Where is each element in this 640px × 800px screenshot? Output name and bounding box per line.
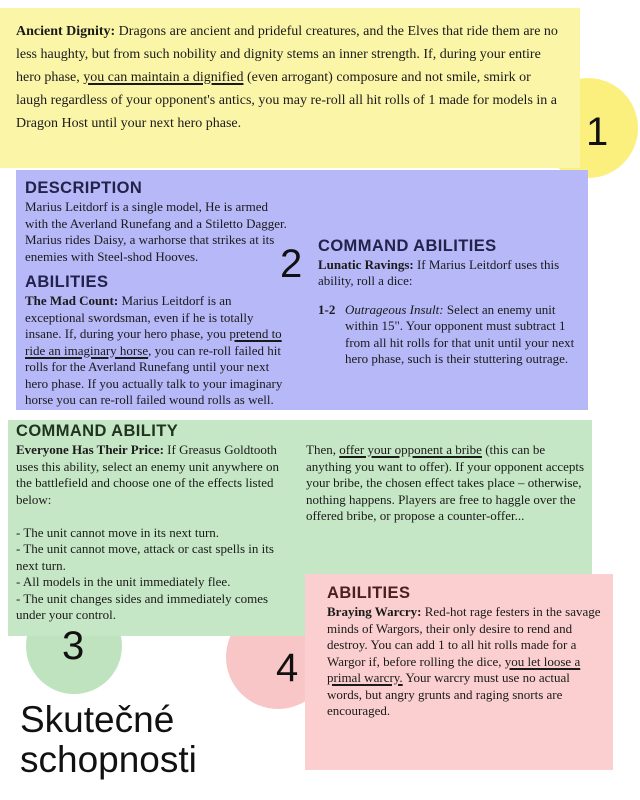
command-ability-text: Everyone Has Their Price: If Greasus Goldtooth uses this ability, select an enemy unit anywhere on the battlefield and choose one of the effects listed below: <box>16 442 280 507</box>
ancient-dignity-text: Ancient Dignity: Dragons are ancient and prideful creatures, and the Elves that ride them are no less haughty, but from such nobility and dignity stems an inner strength. If, during your entire hero phase, you can maintain a dignified (even arrogant) composure and not smile, smirk or laugh regardless of your opponent's antics, you may re-roll all hit rolls of 1 made for models in a Dragon Host until your next hero phase. <box>16 24 558 131</box>
underlined-phrase: pretend to ride an imaginary horse <box>25 326 282 358</box>
column <box>327 584 607 720</box>
dice-result-row <box>318 302 580 368</box>
dice-result-text: Outrageous Insult: Select an enemy unit within 15". Your opponent must subtract 1 from all hit rolls for that unit until your next hero phase, such is their stuttering outrage. <box>345 301 575 366</box>
bribe-text: Then, offer your opponent a bribe (this can be anything you want to offer). If your opponent accepts your bribe, the chosen effect takes place – otherwise, nothing happens. Players are free to haggle over the offered bribe, or propose a counter-offer... <box>306 442 585 523</box>
description-text: Marius Leitdorf is a single model, He is armed with the Averland Runefang and a Stiletto Dagger. Marius rides Daisy, a warhorse that strikes at its enemies with Steel-shod Hooves. <box>25 199 287 264</box>
effect-item: - The unit changes sides and immediately comes under your control. <box>16 590 269 622</box>
marker-number-4: 4 <box>276 646 299 690</box>
command-abilities-heading: COMMAND ABILITIES <box>318 236 497 255</box>
section-wargor <box>305 574 613 770</box>
abilities-heading: ABILITIES <box>25 273 109 291</box>
marker-number-3: 3 <box>62 624 85 668</box>
underlined-phrase: you let loose a primal warcry. <box>327 653 581 685</box>
column-right <box>318 183 580 368</box>
column-left <box>25 179 289 409</box>
column-right <box>306 442 586 525</box>
command-ability-heading: COMMAND ABILITY <box>16 422 179 440</box>
description-heading: DESCRIPTION <box>25 179 143 197</box>
marker-number-1: 1 <box>586 110 609 154</box>
lunatic-ravings-text: Lunatic Ravings: If Marius Leitdorf uses this ability, roll a dice: <box>318 256 560 288</box>
abilities-heading: ABILITIES <box>327 584 411 602</box>
spacer <box>318 183 580 233</box>
underlined-phrase: you can maintain a dignified <box>83 70 244 85</box>
underlined-phrase: offer your opponent a bribe <box>339 442 482 457</box>
effect-item: - The unit cannot move, attack or cast spells in its next turn. <box>16 541 274 573</box>
effect-item: - All models in the unit immediately flee. <box>16 574 231 589</box>
mad-count-text: The Mad Count: Marius Leitdorf is an exceptional swordsman, even if he is totally insane. If, during your hero phase, you pretend to ride an imaginary horse, you can re-roll failed hit rolls for the Averland Runefang until your next hero phase. If you actually talk to your imaginary horse you can re-roll failed wound rolls as well. <box>25 293 283 407</box>
section-marius-leitdorf <box>16 170 588 410</box>
marker-number-2: 2 <box>280 242 303 286</box>
title-line-2: schopnosti <box>20 739 197 780</box>
dice-range: 1-2 <box>318 301 336 317</box>
page-title <box>20 700 197 780</box>
section-ancient-dignity <box>0 8 580 168</box>
effect-item: - The unit cannot move in its next turn. <box>16 524 220 540</box>
column-left <box>16 422 298 624</box>
title-line-1: Skutečné <box>20 699 175 740</box>
braying-warcry-text: Braying Warcry: Red-hot rage festers in the savage minds of Wargors, their only desire to rend and destroy. You can add 1 to all hit rolls made for a Wargor if, before rolling the dice, you let loose a primal warcry. Your warcry must use no actual words, but angry grunts and raging snorts are encouraged. <box>327 604 601 718</box>
